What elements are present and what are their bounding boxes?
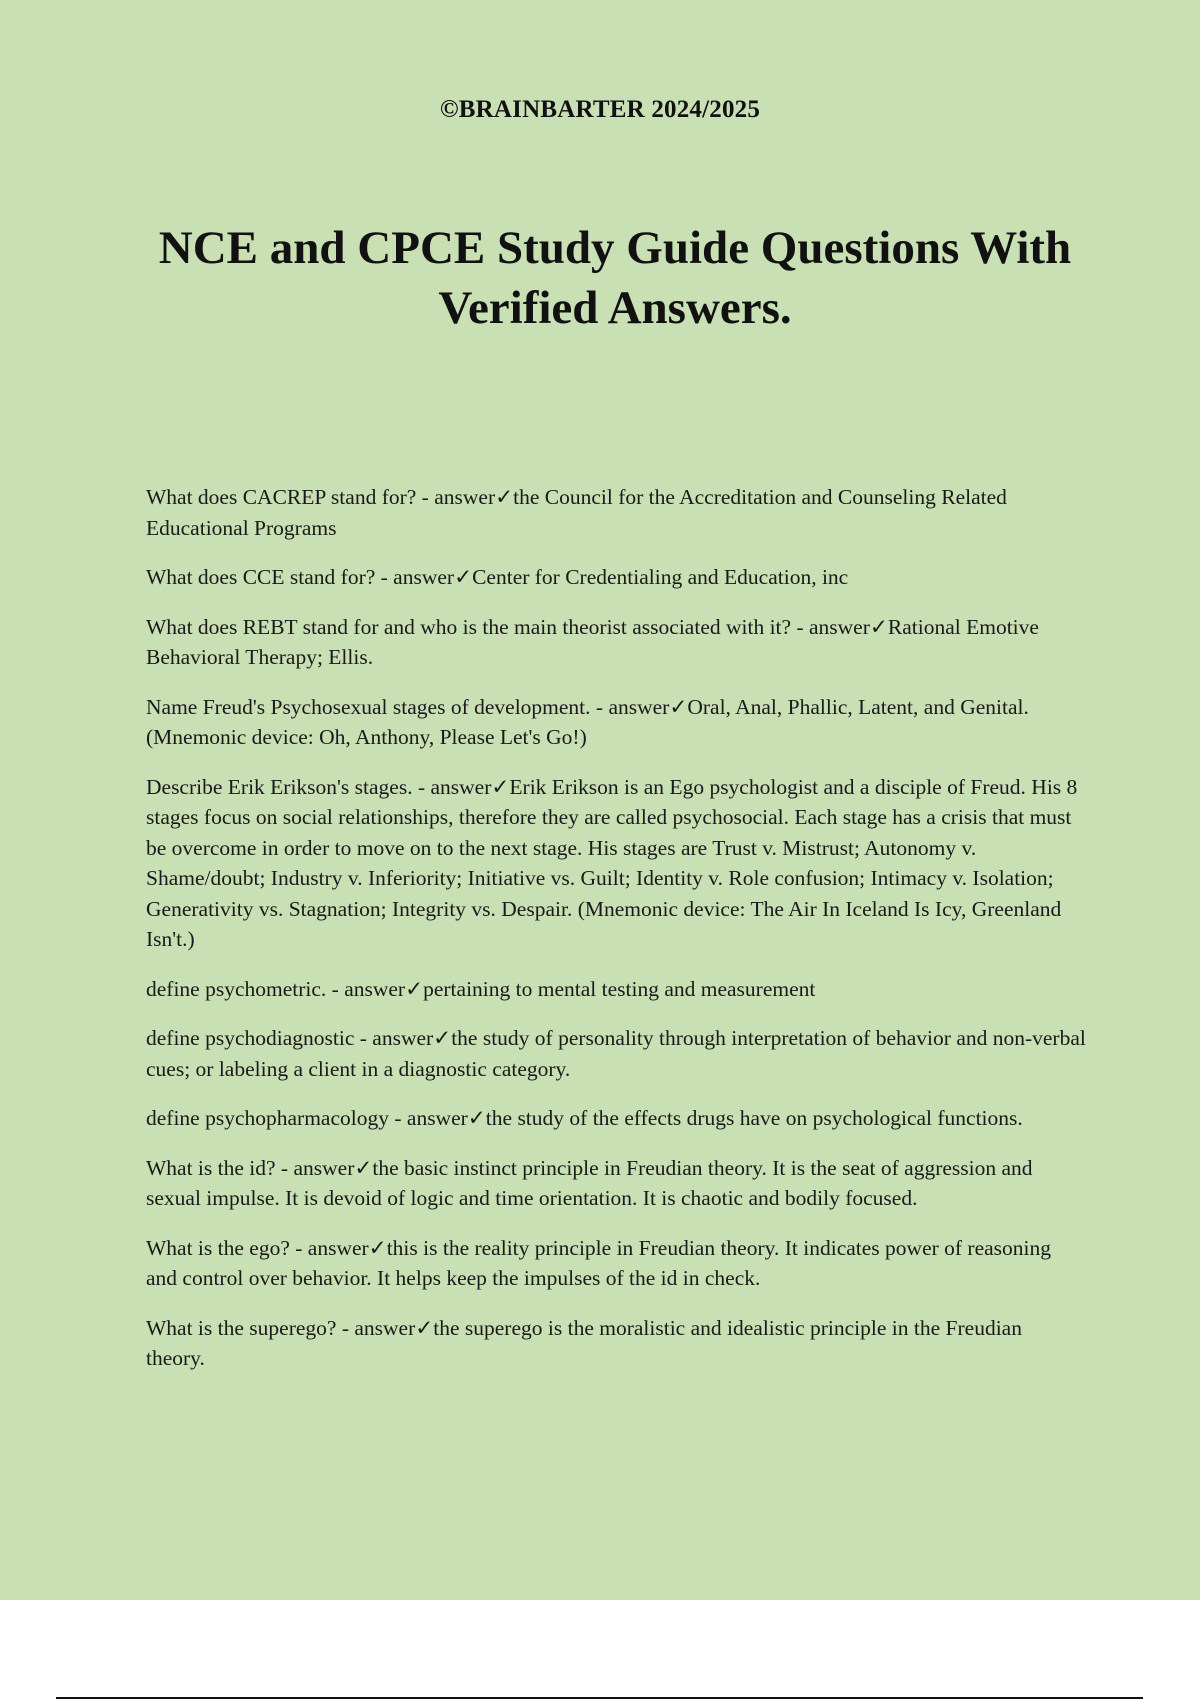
qa-list [146, 482, 1086, 1393]
document-title: NCE and CPCE Study Guide Questions With Verified Answers. [158, 222, 1072, 334]
page-divider [56, 1697, 1143, 1699]
qa-item: What is the ego? - answer✓this is the reality principle in Freudian theory. It indicates power of reasoning and control over behavior. It helps keep the impulses of the id in check. [146, 1235, 1052, 1290]
qa-item: Name Freud's Psychosexual stages of development. - answer✓Oral, Anal, Phallic, Latent, and Genital. (Mnemonic device: Oh, Anthony, Please Let's Go!) [146, 694, 1029, 749]
qa-item: What does CACREP stand for? - answer✓the Council for the Accreditation and Counseling Related Educational Programs [146, 485, 1007, 540]
qa-item: What does CCE stand for? - answer✓Center for Credentialing and Education, inc [146, 565, 849, 589]
qa-item: define psychopharmacology - answer✓the study of the effects drugs have on psychological functions. [146, 1106, 1023, 1130]
qa-item: What is the id? - answer✓the basic instinct principle in Freudian theory. It is the seat of aggression and sexual impulse. It is devoid of logic and time orientation. It is chaotic and bodily focused. [146, 1155, 1033, 1210]
qa-item: What is the superego? - answer✓the superego is the moralistic and idealistic principle in the Freudian theory. [146, 1315, 1022, 1370]
qa-item: define psychometric. - answer✓pertaining to mental testing and measurement [146, 976, 816, 1001]
qa-item: Describe Erik Erikson's stages. - answer✓Erik Erikson is an Ego psychologist and a disciple of Freud. His 8 stages focus on social relationships, therefore they are called psychosocial. Each stage has a crisis that must be overcome in order to move on to the next stage. His stages are Trust v. Mistrust; Autonomy v. Shame/doubt; Industry v. Inferiority; Initiative vs. Guilt; Identity v. Role confusion; Intimacy v. Isolation; Generativity vs. Stagnation; Integrity vs. Despair. (Mnemonic device: The Air In Iceland Is Icy, Greenland Isn't.) [146, 774, 1078, 951]
qa-item: define psychodiagnostic - answer✓the study of personality through interpretation of behavior and non-verbal cues; or labeling a client in a diagnostic category. [146, 1026, 1086, 1081]
qa-item: What does REBT stand for and who is the main theorist associated with it? - answer✓Rational Emotive Behavioral Therapy; Ellis. [146, 614, 1039, 669]
copyright-header: ©BRAINBARTER 2024/2025 [439, 96, 761, 123]
